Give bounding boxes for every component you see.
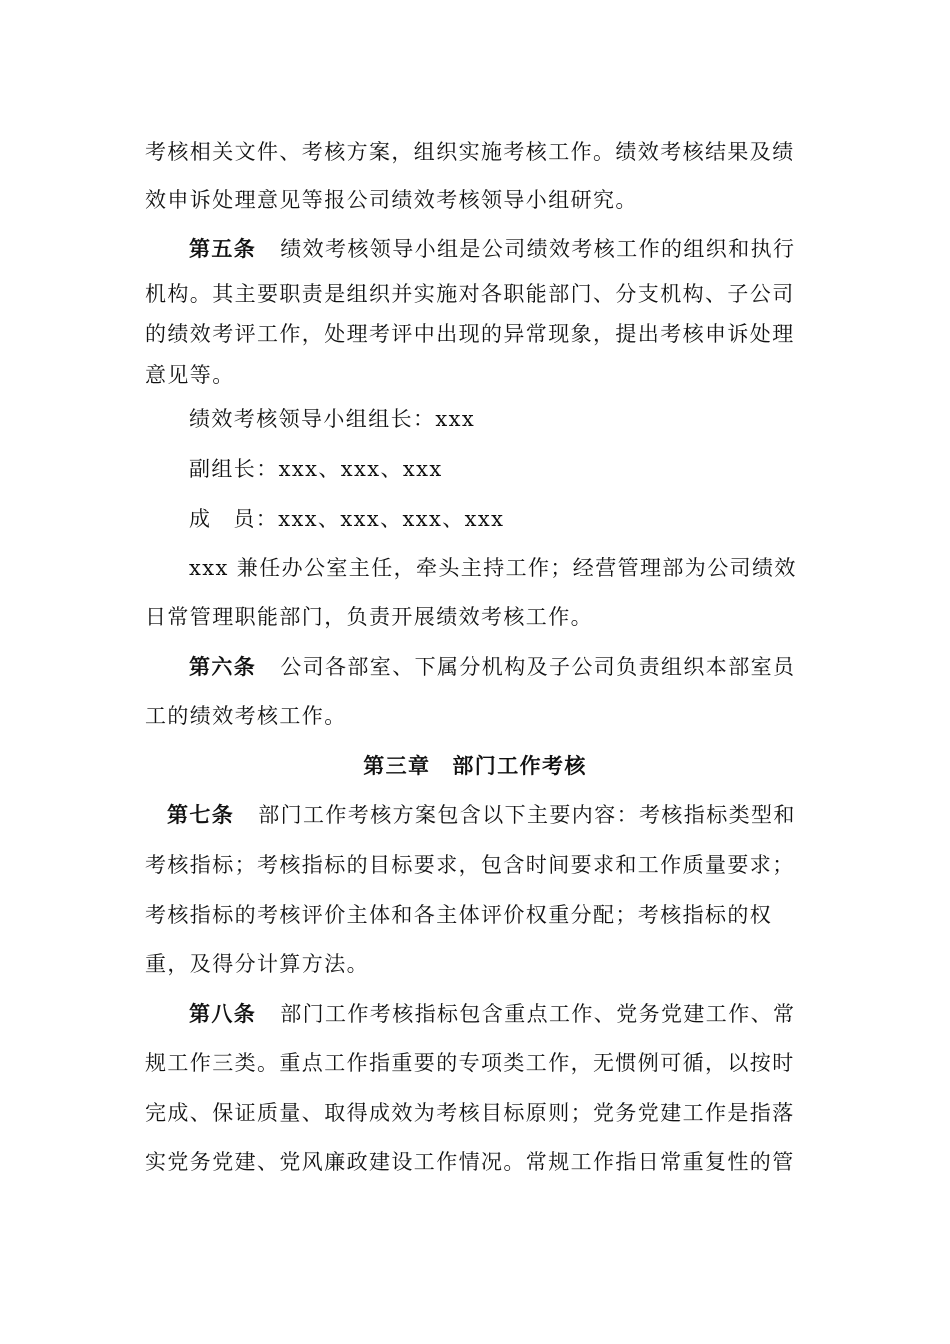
paragraph-line: 意见等。	[145, 363, 235, 387]
members-label-a: 成	[189, 507, 212, 531]
members-line	[189, 505, 504, 533]
paragraph-line: 完成、保证质量、取得成效为考核目标原则；党务党建工作是指落	[145, 1101, 795, 1125]
chapter-heading	[0, 752, 950, 780]
article-6-label: 第六条	[189, 654, 257, 679]
paragraph-line: 机构。其主要职责是组织并实施对各职能部门、分支机构、子公司	[145, 282, 795, 306]
article-7-first-line	[167, 801, 796, 829]
paragraph-line: 考核指标的考核评价主体和各主体评价权重分配；考核指标的权	[145, 903, 773, 927]
article-7-text: 部门工作考核方案包含以下主要内容：考核指标类型和	[258, 803, 796, 827]
chapter-number: 第三章	[363, 753, 431, 778]
article-5-text: 绩效考核领导小组是公司绩效考核工作的组织和执行	[280, 237, 796, 261]
members-label-b: 员：xxx、xxx、xxx、xxx	[233, 507, 505, 531]
paragraph-line: 工的绩效考核工作。	[145, 704, 347, 728]
paragraph-line: 实党务党建、党风廉政建设工作情况。常规工作指日常重复性的管	[145, 1150, 795, 1174]
deputy-leader-line: 副组长：xxx、xxx、xxx	[189, 457, 443, 481]
article-5-first-line	[189, 235, 795, 263]
paragraph-line: 的绩效考评工作，处理考评中出现的异常现象，提出考核申诉处理	[145, 322, 795, 346]
paragraph-line: 日常管理职能部门，负责开展绩效考核工作。	[145, 605, 593, 629]
paragraph-line: 重，及得分计算方法。	[145, 952, 369, 976]
group-leader-line: 绩效考核领导小组组长：xxx	[189, 407, 476, 431]
article-5-label: 第五条	[189, 236, 257, 261]
chapter-title: 部门工作考核	[452, 753, 587, 778]
article-6-text: 公司各部室、下属分机构及子公司负责组织本部室员	[280, 655, 796, 679]
article-7-label: 第七条	[167, 802, 235, 827]
paragraph-line: xxx 兼任办公室主任，牵头主持工作；经营管理部为公司绩效	[189, 556, 797, 580]
paragraph-line: 效申诉处理意见等报公司绩效考核领导小组研究。	[145, 188, 638, 212]
article-8-label: 第八条	[189, 1001, 257, 1026]
article-6-first-line	[189, 653, 795, 681]
article-8-text: 部门工作考核指标包含重点工作、党务党建工作、常	[280, 1002, 796, 1026]
paragraph-line: 考核指标；考核指标的目标要求，包含时间要求和工作质量要求；	[145, 853, 795, 877]
paragraph-line: 规工作三类。重点工作指重要的专项类工作，无惯例可循，以按时	[145, 1051, 795, 1075]
article-8-first-line	[189, 1000, 795, 1028]
paragraph-line: 考核相关文件、考核方案，组织实施考核工作。绩效考核结果及绩	[145, 140, 795, 164]
